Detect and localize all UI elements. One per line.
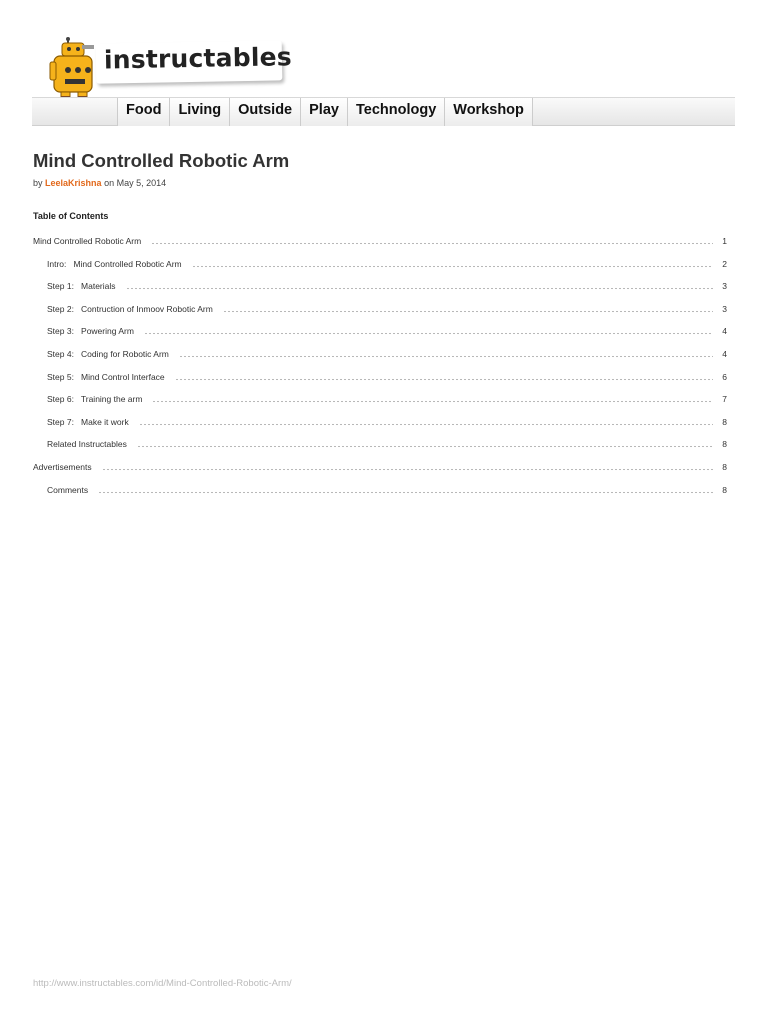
toc-leader-dots	[179, 349, 713, 358]
toc-entry-page: 8	[722, 416, 727, 427]
toc-entry-page: 8	[722, 484, 727, 495]
wordmark-badge	[96, 40, 293, 83]
toc-entry-page: 8	[722, 439, 727, 450]
table-of-contents	[33, 236, 727, 507]
nav-item-food[interactable]: Food	[117, 98, 169, 126]
toc-entry[interactable]	[33, 349, 727, 372]
toc-entry[interactable]	[33, 372, 727, 395]
toc-leader-dots	[223, 304, 713, 313]
toc-entry[interactable]	[33, 485, 727, 508]
toc-entry-label: Step 5: Mind Control Interface	[47, 371, 165, 382]
wordmark: instructables	[103, 42, 293, 75]
toc-leader-dots	[151, 236, 713, 245]
toc-entry-page: 7	[722, 394, 727, 405]
nav-items	[117, 98, 533, 126]
toc-entry[interactable]	[33, 326, 727, 349]
nav-item-workshop[interactable]: Workshop	[444, 98, 533, 126]
toc-entry[interactable]	[33, 281, 727, 304]
toc-entry-page: 3	[722, 281, 727, 292]
toc-leader-dots	[126, 281, 713, 290]
toc-leader-dots	[152, 394, 713, 403]
toc-leader-dots	[98, 485, 713, 494]
toc-entry-label: Mind Controlled Robotic Arm	[33, 236, 142, 246]
toc-entry-page: 4	[722, 348, 727, 359]
toc-entry-page: 8	[722, 461, 727, 472]
page-title: Mind Controlled Robotic Arm	[33, 150, 290, 171]
toc-entry-label: Comments	[47, 484, 89, 495]
toc-leader-dots	[175, 372, 713, 381]
author-link[interactable]: LeelaKrishna	[45, 178, 102, 188]
toc-entry-page: 3	[722, 303, 727, 314]
toc-entry-page: 1	[722, 236, 727, 246]
toc-heading: Table of Contents	[33, 211, 109, 221]
toc-entry[interactable]	[33, 439, 727, 462]
toc-entry[interactable]	[33, 417, 727, 440]
toc-entry-label: Step 6: Training the arm	[47, 394, 143, 405]
toc-entry-label: Step 7: Make it work	[47, 416, 129, 427]
nav-item-living[interactable]: Living	[169, 98, 229, 126]
footer-url[interactable]: http://www.instructables.com/id/Mind-Controlled-Robotic-Arm/	[33, 978, 292, 989]
toc-entry-label: Intro: Mind Controlled Robotic Arm	[47, 258, 182, 269]
toc-entry-page: 4	[722, 326, 727, 337]
toc-entry-label: Step 1: Materials	[47, 281, 116, 292]
toc-entry-label: Step 2: Contruction of Inmoov Robotic Arm	[47, 303, 213, 314]
toc-entry[interactable]	[33, 259, 727, 282]
nav-item-play[interactable]: Play	[300, 98, 347, 126]
toc-entry-label: Related Instructables	[47, 439, 127, 450]
toc-leader-dots	[102, 462, 713, 471]
toc-entry-label: Step 3: Powering Arm	[47, 326, 134, 337]
toc-entry-page: 6	[722, 371, 727, 382]
nav-item-outside[interactable]: Outside	[229, 98, 300, 126]
toc-leader-dots	[144, 326, 713, 335]
toc-leader-dots	[139, 417, 713, 426]
toc-entry[interactable]	[33, 236, 727, 259]
category-nav	[32, 97, 735, 126]
toc-entry-label: Advertisements	[33, 461, 92, 472]
byline	[33, 178, 166, 188]
toc-entry-label: Step 4: Coding for Robotic Arm	[47, 348, 169, 359]
toc-leader-dots	[192, 259, 713, 268]
publish-date: on May 5, 2014	[104, 178, 167, 188]
nav-item-technology[interactable]: Technology	[347, 98, 444, 126]
toc-entry[interactable]	[33, 304, 727, 327]
toc-entry[interactable]	[33, 462, 727, 485]
toc-entry-page: 2	[722, 258, 727, 269]
toc-entry[interactable]	[33, 394, 727, 417]
toc-leader-dots	[137, 439, 713, 448]
byline-prefix: by	[33, 178, 43, 188]
